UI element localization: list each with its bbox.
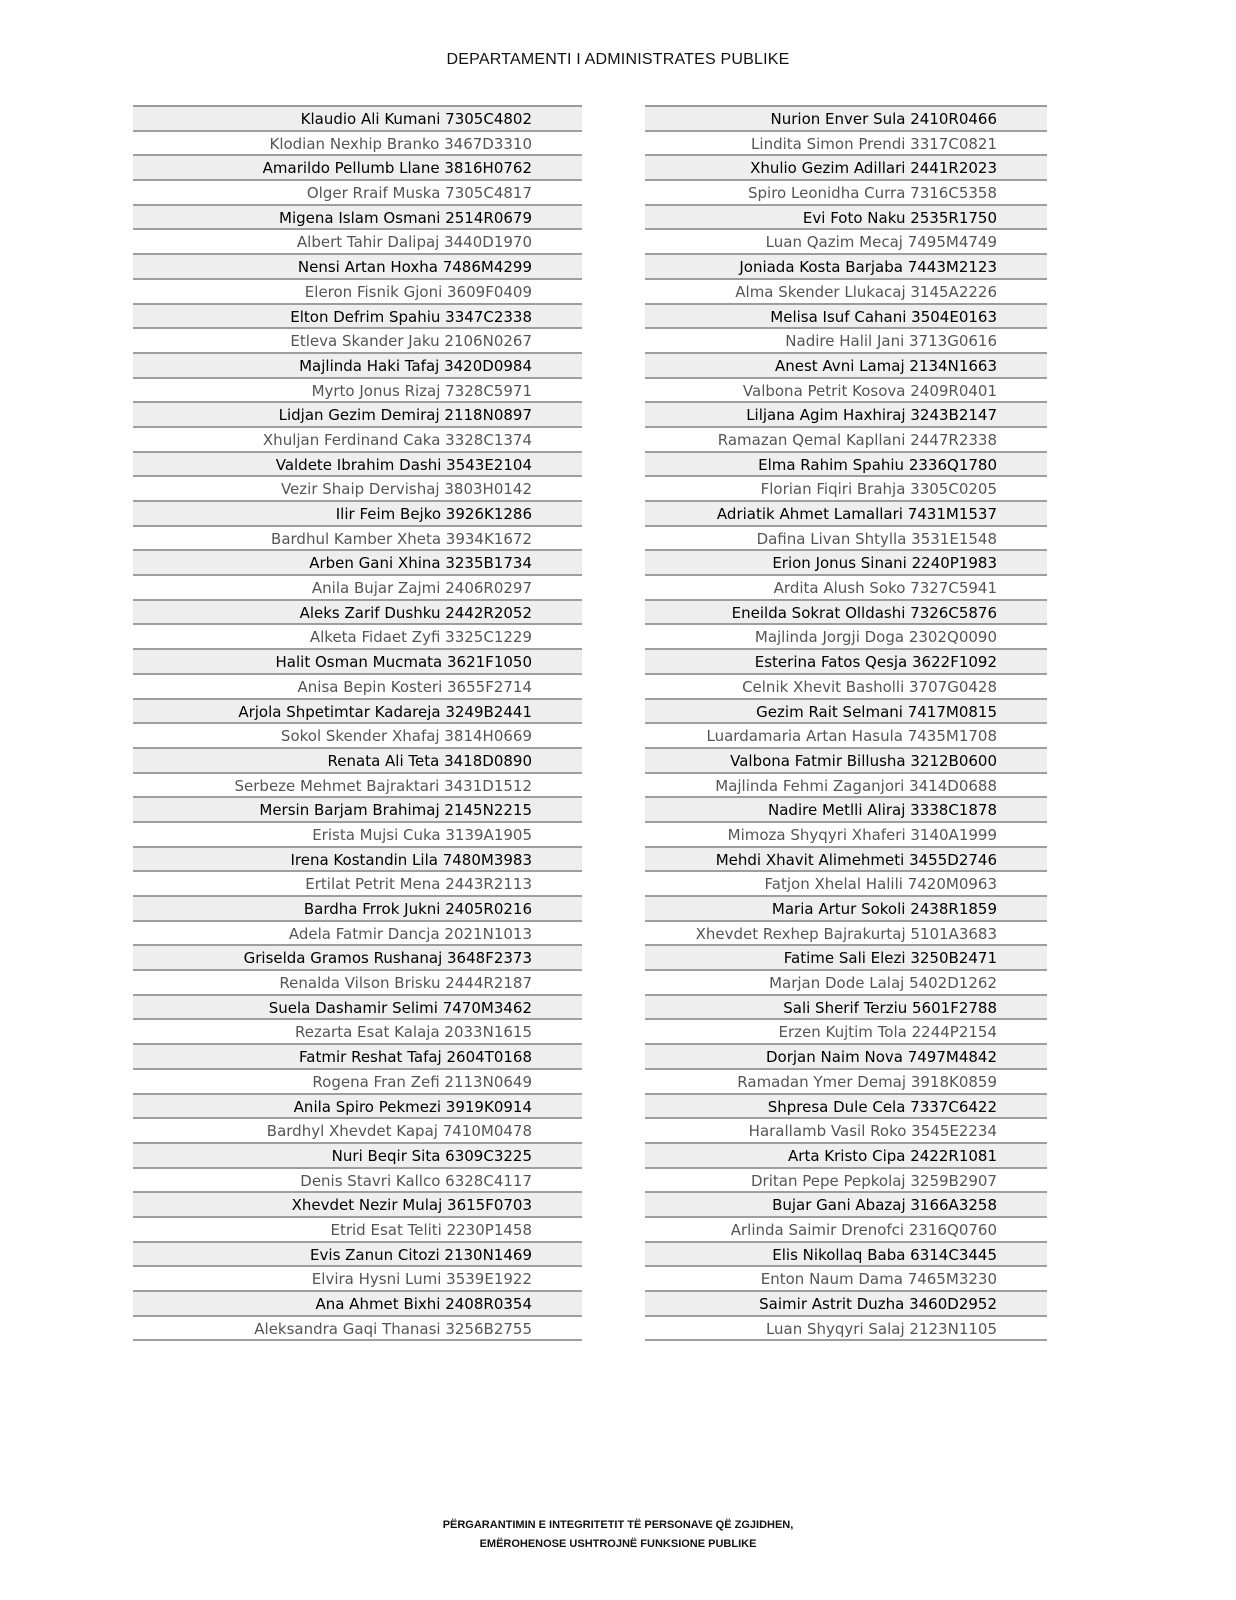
list-item: Anila Spiro Pekmezi 3919K0914 — [133, 1095, 582, 1120]
list-item: Joniada Kosta Barjaba 7443M2123 — [645, 255, 1047, 280]
page-title: DEPARTAMENTI I ADMINISTRATES PUBLIKE — [446, 51, 790, 68]
list-item: Erzen Kujtim Tola 2244P2154 — [645, 1020, 1047, 1045]
list-item: Ertilat Petrit Mena 2443R2113 — [133, 872, 582, 897]
list-item: Dafina Livan Shtylla 3531E1548 — [645, 527, 1047, 552]
list-item: Arta Kristo Cipa 2422R1081 — [645, 1144, 1047, 1169]
list-item: Irena Kostandin Lila 7480M3983 — [133, 848, 582, 873]
list-item: Maria Artur Sokoli 2438R1859 — [645, 897, 1047, 922]
list-item: Klaudio Ali Kumani 7305C4802 — [133, 107, 582, 132]
list-item: Arben Gani Xhina 3235B1734 — [133, 551, 582, 576]
list-item: Elvira Hysni Lumi 3539E1922 — [133, 1267, 582, 1292]
list-item: Florian Fiqiri Brahja 3305C0205 — [645, 477, 1047, 502]
list-item: Eleron Fisnik Gjoni 3609F0409 — [133, 280, 582, 305]
list-item: Marjan Dode Lalaj 5402D1262 — [645, 971, 1047, 996]
list-item: Adela Fatmir Dancja 2021N1013 — [133, 922, 582, 947]
list-item: Nuri Beqir Sita 6309C3225 — [133, 1144, 582, 1169]
right-name-list — [645, 105, 1047, 1341]
list-item: Aleks Zarif Dushku 2442R2052 — [133, 601, 582, 626]
list-item: Lindita Simon Prendi 3317C0821 — [645, 132, 1047, 157]
list-item: Amarildo Pellumb Llane 3816H0762 — [133, 156, 582, 181]
list-item: Mehdi Xhavit Alimehmeti 3455D2746 — [645, 848, 1047, 873]
list-item: Eneilda Sokrat Olldashi 7326C5876 — [645, 601, 1047, 626]
list-item: Evi Foto Naku 2535R1750 — [645, 206, 1047, 231]
footer-line-1: PËRGARANTIMIN E INTEGRITETIT TË PERSONAVE QË ZGJIDHEN, — [442, 1519, 794, 1531]
list-item: Elis Nikollaq Baba 6314C3445 — [645, 1243, 1047, 1268]
list-item: Valdete Ibrahim Dashi 3543E2104 — [133, 453, 582, 478]
list-item: Luardamaria Artan Hasula 7435M1708 — [645, 724, 1047, 749]
list-item: Bardhul Kamber Xheta 3934K1672 — [133, 527, 582, 552]
list-item: Ilir Feim Bejko 3926K1286 — [133, 502, 582, 527]
list-item: Majlinda Fehmi Zaganjori 3414D0688 — [645, 774, 1047, 799]
list-item: Fatjon Xhelal Halili 7420M0963 — [645, 872, 1047, 897]
list-item: Serbeze Mehmet Bajraktari 3431D1512 — [133, 774, 582, 799]
list-item: Alketa Fidaet Zyfi 3325C1229 — [133, 625, 582, 650]
list-item: Elton Defrim Spahiu 3347C2338 — [133, 305, 582, 330]
list-item: Erion Jonus Sinani 2240P1983 — [645, 551, 1047, 576]
list-item: Xhulio Gezim Adillari 2441R2023 — [645, 156, 1047, 181]
list-item: Rezarta Esat Kalaja 2033N1615 — [133, 1020, 582, 1045]
list-item: Arjola Shpetimtar Kadareja 3249B2441 — [133, 700, 582, 725]
list-item: Alma Skender Llukacaj 3145A2226 — [645, 280, 1047, 305]
list-item: Esterina Fatos Qesja 3622F1092 — [645, 650, 1047, 675]
list-item: Fatime Sali Elezi 3250B2471 — [645, 946, 1047, 971]
list-item: Etrid Esat Teliti 2230P1458 — [133, 1218, 582, 1243]
list-item: Ardita Alush Soko 7327C5941 — [645, 576, 1047, 601]
footer — [0, 1516, 1236, 1554]
list-item: Dritan Pepe Pepkolaj 3259B2907 — [645, 1169, 1047, 1194]
list-item: Albert Tahir Dalipaj 3440D1970 — [133, 230, 582, 255]
list-item: Renalda Vilson Brisku 2444R2187 — [133, 971, 582, 996]
list-item: Suela Dashamir Selimi 7470M3462 — [133, 996, 582, 1021]
list-item: Arlinda Saimir Drenofci 2316Q0760 — [645, 1218, 1047, 1243]
list-item: Ramadan Ymer Demaj 3918K0859 — [645, 1070, 1047, 1095]
list-item: Celnik Xhevit Basholli 3707G0428 — [645, 675, 1047, 700]
list-item: Spiro Leonidha Curra 7316C5358 — [645, 181, 1047, 206]
list-item: Xhuljan Ferdinand Caka 3328C1374 — [133, 428, 582, 453]
list-item: Mersin Barjam Brahimaj 2145N2215 — [133, 798, 582, 823]
list-item: Anest Avni Lamaj 2134N1663 — [645, 354, 1047, 379]
left-name-list — [133, 105, 582, 1341]
list-item: Enton Naum Dama 7465M3230 — [645, 1267, 1047, 1292]
list-item: Rogena Fran Zefi 2113N0649 — [133, 1070, 582, 1095]
list-item: Myrto Jonus Rizaj 7328C5971 — [133, 379, 582, 404]
list-item: Erista Mujsi Cuka 3139A1905 — [133, 823, 582, 848]
list-item: Shpresa Dule Cela 7337C6422 — [645, 1095, 1047, 1120]
list-item: Majlinda Haki Tafaj 3420D0984 — [133, 354, 582, 379]
list-item: Xhevdet Rexhep Bajrakurtaj 5101A3683 — [645, 922, 1047, 947]
list-item: Renata Ali Teta 3418D0890 — [133, 749, 582, 774]
list-item: Xhevdet Nezir Mulaj 3615F0703 — [133, 1193, 582, 1218]
list-item: Vezir Shaip Dervishaj 3803H0142 — [133, 477, 582, 502]
list-item: Mimoza Shyqyri Xhaferi 3140A1999 — [645, 823, 1047, 848]
list-item: Sali Sherif Terziu 5601F2788 — [645, 996, 1047, 1021]
list-item: Anila Bujar Zajmi 2406R0297 — [133, 576, 582, 601]
list-item: Bardhyl Xhevdet Kapaj 7410M0478 — [133, 1119, 582, 1144]
list-item: Olger Rraif Muska 7305C4817 — [133, 181, 582, 206]
list-item: Nadire Metlli Aliraj 3338C1878 — [645, 798, 1047, 823]
list-item: Gezim Rait Selmani 7417M0815 — [645, 700, 1047, 725]
list-item: Ramazan Qemal Kapllani 2447R2338 — [645, 428, 1047, 453]
list-item: Klodian Nexhip Branko 3467D3310 — [133, 132, 582, 157]
list-item: Aleksandra Gaqi Thanasi 3256B2755 — [133, 1317, 582, 1342]
list-item: Lidjan Gezim Demiraj 2118N0897 — [133, 403, 582, 428]
list-item: Fatmir Reshat Tafaj 2604T0168 — [133, 1045, 582, 1070]
list-item: Bujar Gani Abazaj 3166A3258 — [645, 1193, 1047, 1218]
list-item: Saimir Astrit Duzha 3460D2952 — [645, 1292, 1047, 1317]
list-item: Etleva Skander Jaku 2106N0267 — [133, 329, 582, 354]
list-item: Evis Zanun Citozi 2130N1469 — [133, 1243, 582, 1268]
list-item: Liljana Agim Haxhiraj 3243B2147 — [645, 403, 1047, 428]
list-item: Valbona Fatmir Billusha 3212B0600 — [645, 749, 1047, 774]
list-item: Anisa Bepin Kosteri 3655F2714 — [133, 675, 582, 700]
list-item: Migena Islam Osmani 2514R0679 — [133, 206, 582, 231]
list-item: Sokol Skender Xhafaj 3814H0669 — [133, 724, 582, 749]
list-item: Nadire Halil Jani 3713G0616 — [645, 329, 1047, 354]
list-item: Majlinda Jorgji Doga 2302Q0090 — [645, 625, 1047, 650]
list-item: Halit Osman Mucmata 3621F1050 — [133, 650, 582, 675]
list-item: Griselda Gramos Rushanaj 3648F2373 — [133, 946, 582, 971]
list-item: Bardha Frrok Jukni 2405R0216 — [133, 897, 582, 922]
list-item: Luan Qazim Mecaj 7495M4749 — [645, 230, 1047, 255]
footer-line-2: EMËROHENOSE USHTROJNË FUNKSIONE PUBLIKE — [479, 1538, 757, 1550]
list-item: Melisa Isuf Cahani 3504E0163 — [645, 305, 1047, 330]
list-item: Valbona Petrit Kosova 2409R0401 — [645, 379, 1047, 404]
list-item: Harallamb Vasil Roko 3545E2234 — [645, 1119, 1047, 1144]
list-item: Nurion Enver Sula 2410R0466 — [645, 107, 1047, 132]
list-item: Dorjan Naim Nova 7497M4842 — [645, 1045, 1047, 1070]
list-item: Denis Stavri Kallco 6328C4117 — [133, 1169, 582, 1194]
list-item: Luan Shyqyri Salaj 2123N1105 — [645, 1317, 1047, 1342]
list-item: Adriatik Ahmet Lamallari 7431M1537 — [645, 502, 1047, 527]
list-item: Nensi Artan Hoxha 7486M4299 — [133, 255, 582, 280]
list-item: Elma Rahim Spahiu 2336Q1780 — [645, 453, 1047, 478]
list-item: Ana Ahmet Bixhi 2408R0354 — [133, 1292, 582, 1317]
